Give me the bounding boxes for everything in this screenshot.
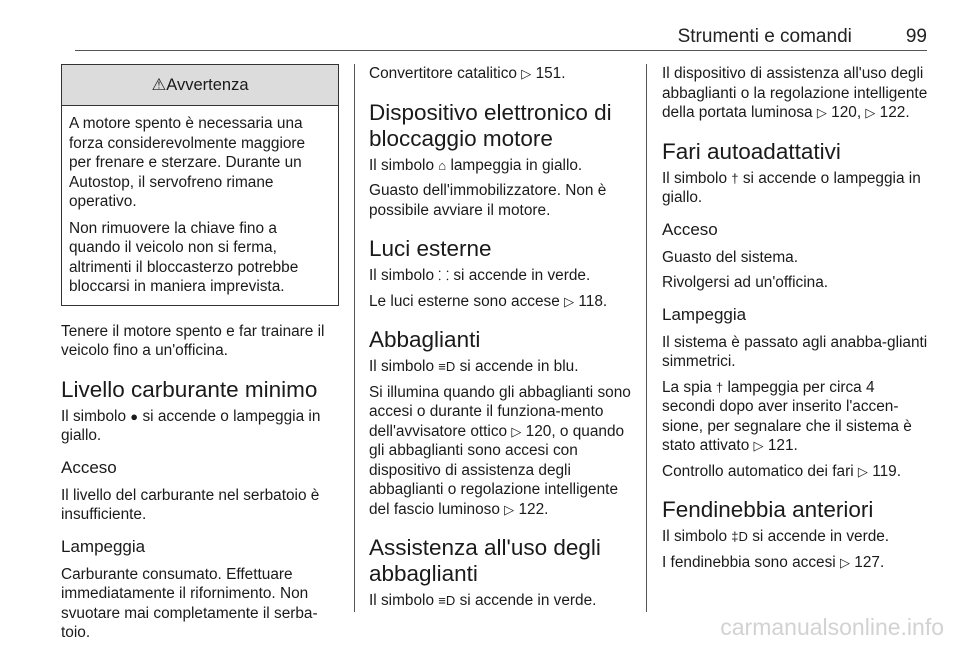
paragraph: Il simbolo ≡D si accende in blu. <box>369 358 579 375</box>
paragraph: Controllo automatico dei fari ▷ 119. <box>662 462 901 480</box>
section-heading: Abbaglianti <box>369 327 481 352</box>
column-3 <box>662 64 930 578</box>
section-heading: Assistenza all'uso degli abbaglianti <box>369 535 601 586</box>
cross-reference-icon: ▷ <box>521 66 532 81</box>
paragraph: Rivolgersi ad un'officina. <box>662 274 829 291</box>
paragraph: Tenere il motore spento e far trainare il veicolo fino a un'officina. <box>61 322 325 359</box>
warning-title <box>62 65 338 106</box>
cross-reference-icon: ▷ <box>857 463 868 479</box>
paragraph: I fendinebbia sono accesi ▷ 127. <box>662 553 885 571</box>
high-beam-assist-icon: ≡D <box>438 593 456 608</box>
column-divider-2 <box>646 64 647 612</box>
paragraph: Guasto dell'immobilizzatore. Non è possibile avviare il motore. <box>369 182 607 219</box>
column-1 <box>61 64 341 649</box>
section-heading: Fari autoadattativi <box>662 138 841 164</box>
warning-icon: ⚠ <box>151 76 167 94</box>
fuel-level-icon: ● <box>130 408 139 424</box>
adaptive-lights-icon: † <box>715 379 724 395</box>
cross-reference-icon: ▷ <box>816 105 827 120</box>
paragraph: Il dispositivo di assistenza all'uso degli abbaglianti o la regolazione intelligente della portata luminosa ▷ 120, ▷ 122. <box>662 65 928 121</box>
fog-light-icon: ‡D <box>731 529 748 544</box>
section-heading: Luci esterne <box>369 236 492 261</box>
chapter-title: Strumenti e comandi <box>677 26 852 47</box>
exterior-lights-icon: ⸬ <box>438 268 450 283</box>
warning-title-text: Avvertenza <box>166 76 249 94</box>
paragraph: Il simbolo † si accende o lampeggia in giallo. <box>662 169 921 206</box>
cross-reference-icon: ▷ <box>564 293 575 309</box>
cross-reference-icon: ▷ <box>504 501 515 517</box>
column-divider-1 <box>354 64 355 612</box>
column-2 <box>369 64 631 617</box>
immobilizer-icon: ⌂ <box>438 157 447 173</box>
subheading: Acceso <box>662 219 718 239</box>
cross-reference-icon: ▷ <box>839 554 850 570</box>
paragraph: Il simbolo ⸬ si accende in verde. <box>369 267 591 284</box>
high-beam-icon: ≡D <box>438 359 456 374</box>
paragraph: Il sistema è passato agli anabba-glianti simmetrici. <box>662 333 928 370</box>
page-header <box>75 26 927 48</box>
warning-body <box>62 106 338 305</box>
adaptive-lights-icon: † <box>731 170 739 186</box>
warning-paragraph: A motore spento è necessaria una forza considerevolmente maggiore per frenare e sterzare. Durante un Autostop, il servofreno rimane operativo. <box>69 115 306 210</box>
cross-reference-icon: ▷ <box>753 438 764 453</box>
subheading: Acceso <box>61 457 117 477</box>
subheading: Lampeggia <box>61 536 146 556</box>
page-number: 99 <box>905 26 927 47</box>
cross-reference-icon: ▷ <box>865 105 876 120</box>
warning-paragraph: Non rimuovere la chiave fino a quando il veicolo non si ferma, altrimenti il bloccasterzo potrebbe bloccarsi in maniera imprevista. <box>69 219 299 295</box>
paragraph: Guasto del sistema. <box>662 248 799 266</box>
paragraph: Il simbolo ‡D si accende in verde. <box>662 528 890 545</box>
paragraph: Il livello del carburante nel serbatoio è insufficiente. <box>61 486 320 523</box>
paragraph: Il simbolo ≡D si accende in verde. <box>369 592 597 609</box>
subheading: Lampeggia <box>662 304 747 324</box>
paragraph: Le luci esterne sono accese ▷ 118. <box>369 292 608 310</box>
paragraph: Il simbolo ● si accende o lampeggia in giallo. <box>61 407 321 444</box>
cross-reference-icon: ▷ <box>511 423 522 439</box>
paragraph: La spia † lampeggia per circa 4 secondi dopo aver inserito l'accen-sione, per segnalare che il sistema è stato attivato ▷ 121. <box>662 378 912 454</box>
paragraph: Convertitore catalitico ▷ 151. <box>369 65 566 82</box>
watermark: carmanualsonline.info <box>720 614 944 640</box>
section-heading: Livello carburante minimo <box>61 376 318 402</box>
paragraph: Carburante consumato. Effettuare immediatamente il rifornimento. Non svuotare mai completamente il serba-toio. <box>61 565 318 641</box>
paragraph: Il simbolo ⌂ lampeggia in giallo. <box>369 156 583 174</box>
paragraph: Si illumina quando gli abbaglianti sono accesi o durante il funziona-mento dell'avvisatore ottico ▷ 120, o quando gli abbaglianti sono accesi con dispositivo di assistenza degli abbaglianti o regolazione intelligente del fascio luminoso ▷ 122. <box>369 383 631 518</box>
header-divider <box>75 50 927 51</box>
warning-box <box>61 64 339 306</box>
section-heading: Fendinebbia anteriori <box>662 497 874 522</box>
section-heading: Dispositivo elettronico di bloccaggio motore <box>369 99 612 151</box>
